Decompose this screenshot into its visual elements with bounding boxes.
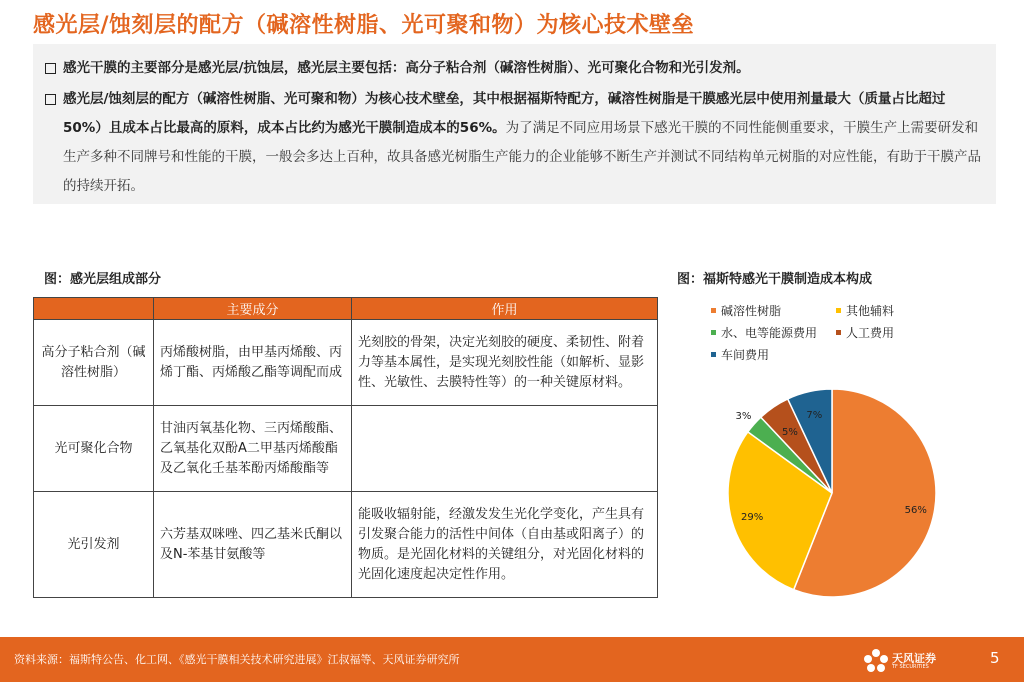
row-name: 光引发剂 bbox=[34, 492, 154, 598]
row-component: 六芳基双咪唑、四乙基米氏酮以及N-苯基甘氨酸等 bbox=[154, 492, 352, 598]
logo-subtitle: TF SECURITIES bbox=[892, 664, 929, 670]
page-title: 感光层/蚀刻层的配方（碱溶性树脂、光可聚和物）为核心技术壁垒 bbox=[33, 13, 695, 38]
bullet-2 bbox=[45, 85, 982, 201]
row-role bbox=[352, 406, 658, 492]
page-number: 5 bbox=[990, 649, 1000, 667]
row-name: 光可聚化合物 bbox=[34, 406, 154, 492]
bullet-2-text: 为了满足不同应用场景下感光干膜的不同性能侧重要求，干膜生产上需要研发和生产多种不同牌号和性能的干膜，一般会多达上百种，故具备感光树脂生产能力的企业能够不断生产并测试不同结构单元树脂的对应性能，有助于干膜产品的持续开拓。 bbox=[63, 120, 981, 194]
header-component: 主要成分 bbox=[154, 298, 352, 320]
legend-label: 水、电等能源费用 bbox=[721, 326, 818, 340]
company-logo bbox=[862, 647, 942, 675]
checkbox-bullet-icon bbox=[45, 63, 56, 74]
legend-item bbox=[836, 302, 894, 319]
table-row bbox=[34, 492, 658, 598]
legend-label: 人工费用 bbox=[846, 326, 895, 340]
row-role: 光刻胶的骨架，决定光刻胶的硬度、柔韧性、附着力等基本属性，是实现光刻胶性能（如解析、显影性、光敏性、去膜特性等）的一种关键原材料。 bbox=[352, 320, 658, 406]
row-component: 甘油丙氧基化物、三丙烯酸酯、乙氧基化双酚A二甲基丙烯酸酯及乙氧化壬基苯酚丙烯酸酯等 bbox=[154, 406, 352, 492]
bullet-1 bbox=[45, 54, 982, 83]
legend-swatch bbox=[711, 352, 716, 357]
footer-bar bbox=[0, 637, 1024, 682]
pie-value-label: 3% bbox=[735, 410, 752, 422]
legend-item bbox=[711, 346, 769, 363]
pie-slices bbox=[728, 389, 936, 597]
table-caption: 图：感光层组成部分 bbox=[44, 272, 162, 287]
flower-logo-icon bbox=[862, 647, 890, 675]
legend-swatch bbox=[836, 330, 841, 335]
row-role: 能吸收辐射能，经激发发生光化学变化，产生具有引发聚合能力的活性中间体（自由基或阳离子）的物质。是光固化材料的关键组分，对光固化材料的光固化速度起决定性作用。 bbox=[352, 492, 658, 598]
table-row bbox=[34, 320, 658, 406]
legend-item bbox=[836, 324, 894, 341]
table-header-row bbox=[34, 298, 658, 320]
bullet-2-bold-text: 感光层/蚀刻层的配方（碱溶性树脂、光可聚和物）为核心技术壁垒，其中根据福斯特配方，碱溶性树脂是干膜感光层中使用剂量最大（质量占比超过50%）且成本占比最高的原料，成本占比约为感光干膜制造成本的56%。 bbox=[63, 91, 946, 136]
cost-pie-chart bbox=[700, 380, 980, 630]
legend-label: 其他辅料 bbox=[846, 304, 895, 318]
checkbox-bullet-icon bbox=[45, 94, 56, 105]
row-name: 高分子粘合剂（碱溶性树脂） bbox=[34, 320, 154, 406]
summary-box bbox=[33, 44, 996, 204]
legend-label: 碱溶性树脂 bbox=[721, 304, 782, 318]
row-component: 丙烯酸树脂，由甲基丙烯酸、丙烯丁酯、丙烯酸乙酯等调配而成 bbox=[154, 320, 352, 406]
pie-value-label: 29% bbox=[740, 512, 764, 524]
composition-table bbox=[33, 297, 658, 598]
table-row bbox=[34, 406, 658, 492]
legend-swatch bbox=[711, 308, 716, 313]
chart-caption: 图：福斯特感光干膜制造成本构成 bbox=[677, 272, 873, 287]
bullet-1-text: 感光干膜的主要部分是感光层/抗蚀层，感光层主要包括：高分子粘合剂（碱溶性树脂）、光可聚化合物和光引发剂。 bbox=[63, 60, 750, 76]
legend-item bbox=[711, 302, 781, 319]
pie-value-label: 7% bbox=[806, 409, 823, 421]
legend-item bbox=[711, 324, 817, 341]
pie-value-label: 5% bbox=[781, 427, 798, 439]
header-blank bbox=[34, 298, 154, 320]
legend-label: 车间费用 bbox=[721, 348, 770, 362]
pie-value-label: 56% bbox=[904, 504, 927, 516]
header-role: 作用 bbox=[352, 298, 658, 320]
legend-swatch bbox=[711, 330, 716, 335]
source-note: 资料来源：福斯特公告、化工网、《感光干膜相关技术研究进展》江叔福等、天风证券研究所 bbox=[14, 653, 460, 666]
logo-name: 天风证券 bbox=[892, 652, 936, 665]
legend-swatch bbox=[836, 308, 841, 313]
